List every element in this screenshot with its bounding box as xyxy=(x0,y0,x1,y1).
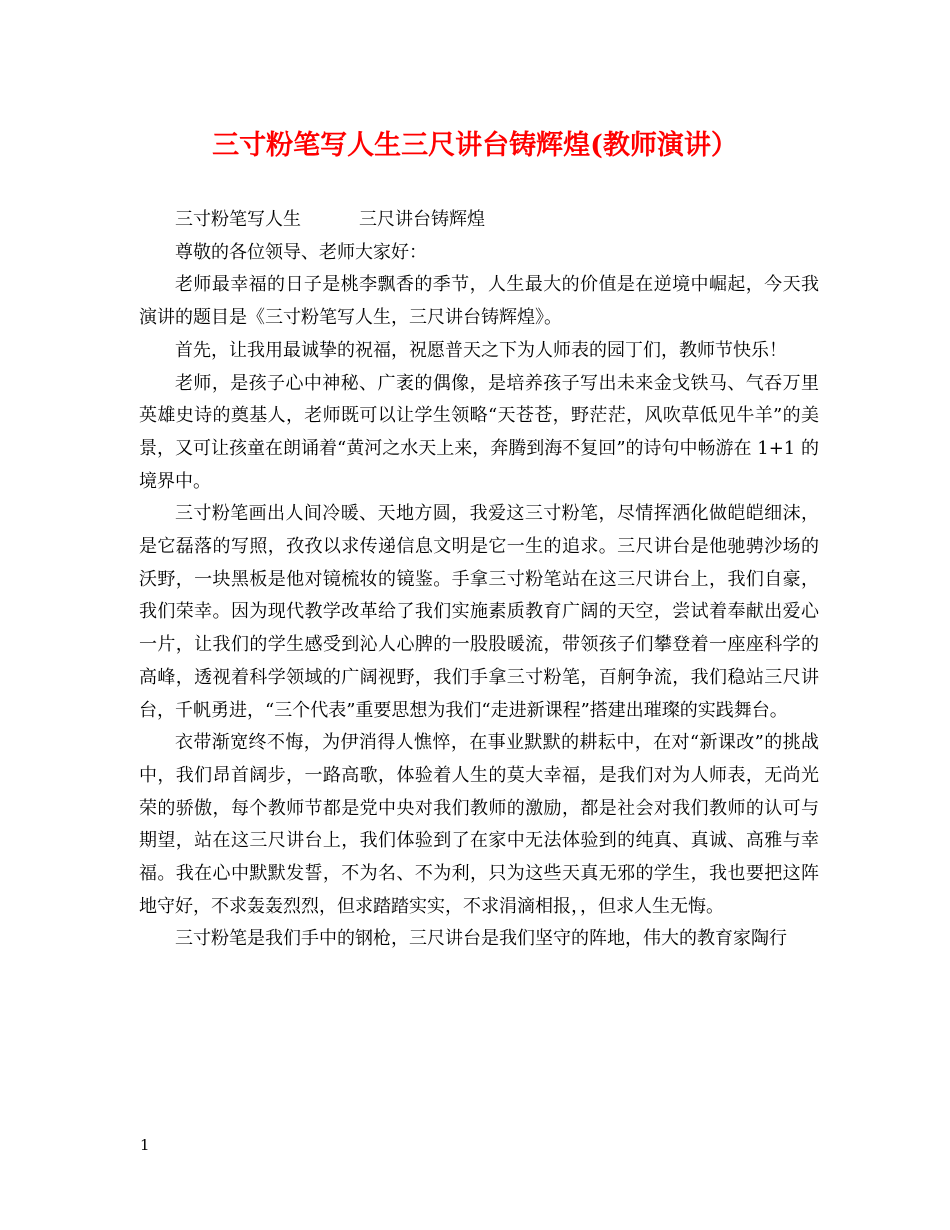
subtitle-right: 三尺讲台铸辉煌 xyxy=(359,209,485,230)
paragraph-chalk-podium: 三寸粉笔画出人间冷暖、天地方圆，我爱这三寸粉笔，尽情挥洒化做皑皑细沫，是它磊落的写照，孜孜以求传递信息文明是它一生的追求。三尺讲台是他驰骋沙场的沃野，一块黑板是他对镜梳妆的镜鉴。手拿三寸粉笔站在这三尺讲台上，我们自豪，我们荣幸。因为现代教学改革给了我们实施素质教育广阔的天空，尝试着奉献出爱心一片，让我们的学生感受到沁人心脾的一股股暖流，带领孩子们攀登着一座座科学的高峰，透视着科学领域的广阔视野，我们手拿三寸粉笔，百舸争流，我们稳站三尺讲台，千帆勇进，“三个代表”重要思想为我们“走进新课程”搭建出璀璨的实践舞台。 xyxy=(139,503,819,721)
paragraph-greeting: 尊敬的各位领导、老师大家好： xyxy=(175,241,427,263)
paragraph-blessing: 首先，让我用最诚挚的祝福，祝愿普天之下为人师表的园丁们，教师节快乐！ xyxy=(175,339,787,361)
paragraph-intro: 老师最幸福的日子是桃李飘香的季节，人生最大的价值是在逆境中崛起，今天我演讲的题目是《三寸粉笔写人生，三尺讲台铸辉煌》。 xyxy=(139,274,819,329)
subtitle-left: 三寸粉笔写人生 xyxy=(175,209,301,230)
paragraph-no-regret: 衣带渐宽终不悔，为伊消得人憔悴，在事业默默的耕耘中，在对“新课改”的挑战中，我们昂首阔步，一路高歌，体验着人生的莫大幸福，是我们对为人师表，无尚光荣的骄傲，每个教师节都是党中央对我们教师的激励，都是社会对我们教师的认可与期望，站在这三尺讲台上，我们体验到了在家中无法体验到的纯真、真诚、高雅与幸福。我在心中默默发誓，不为名、不为利，只为这些天真无邪的学生，我也要把这阵地守好，不求轰轰烈烈，但求踏踏实实，不求涓滴相报，，但求人生无悔。 xyxy=(139,732,819,917)
document-title: 三寸粉笔写人生三尺讲台铸辉煌(教师演讲） xyxy=(212,130,738,161)
paragraph-steel-gun: 三寸粉笔是我们手中的钢枪，三尺讲台是我们坚守的阵地，伟大的教育家陶行 xyxy=(175,928,787,950)
document-body xyxy=(139,204,819,956)
paragraph-teacher-idol: 老师，是孩子心中神秘、广袤的偶像，是培养孩子写出未来金戈铁马、气吞万里英雄史诗的奠基人，老师既可以让学生领略“天苍苍，野茫茫，风吹草低见牛羊”的美景，又可让孩童在朗诵着“黄河之水天上来，奔腾到海不复回”的诗句中畅游在 1+1 的境界中。 xyxy=(139,372,819,492)
page-number: 1 xyxy=(140,1136,150,1154)
subtitle-line xyxy=(139,204,819,237)
